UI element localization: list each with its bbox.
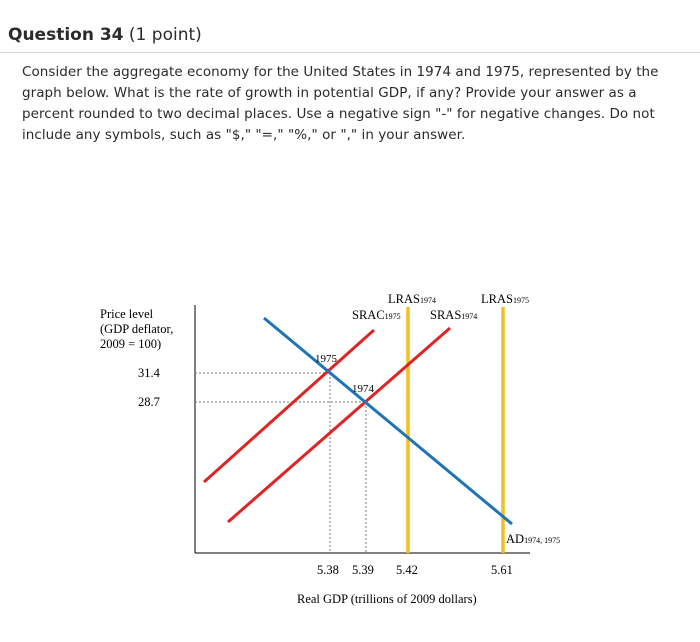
- y-axis-title-line-3: 2009 = 100): [100, 337, 162, 351]
- x-tick-label: 5.42: [396, 563, 418, 577]
- y-axis-title-line-2: (GDP deflator,: [100, 322, 174, 336]
- srac-1975-label: SRAC1975: [352, 308, 401, 322]
- y-tick-label: 31.4: [138, 366, 160, 380]
- question-number: Question 34: [8, 25, 124, 45]
- x-tick-label: 5.39: [352, 563, 374, 577]
- x-tick-label: 5.38: [317, 563, 339, 577]
- point-1974-label: 1974: [352, 383, 374, 395]
- y-axis-title: [100, 307, 176, 351]
- y-tick-label: 28.7: [138, 395, 160, 409]
- x-tick-label: 5.61: [491, 563, 513, 577]
- ad-line: [264, 318, 512, 524]
- question-points: (1 point): [128, 25, 202, 45]
- ad-label: AD1974, 1975: [506, 532, 561, 546]
- point-1975-label: 1975: [315, 353, 337, 365]
- srac-1975-line: [204, 330, 374, 482]
- lras-1975-label: LRAS1975: [481, 292, 529, 306]
- y-axis-title-line-1: Price level: [100, 307, 154, 321]
- lras-1974-label: LRAS1974: [388, 292, 436, 306]
- sras-1974-label: SRAS1974: [430, 308, 478, 322]
- sras-1974-line: [228, 328, 450, 522]
- x-axis-title: Real GDP (trillions of 2009 dollars): [297, 592, 477, 606]
- question-prompt: Consider the aggregate economy for the United States in 1974 and 1975, represented by the graph below. What is the rate of growth in potential GDP, if any? Provide your answer as a percent rounded to two decimal places. Use a negative sign "-" for negative changes. Do not include any symbols, such as "$," "=," "%," or "," in your answer.: [22, 64, 659, 143]
